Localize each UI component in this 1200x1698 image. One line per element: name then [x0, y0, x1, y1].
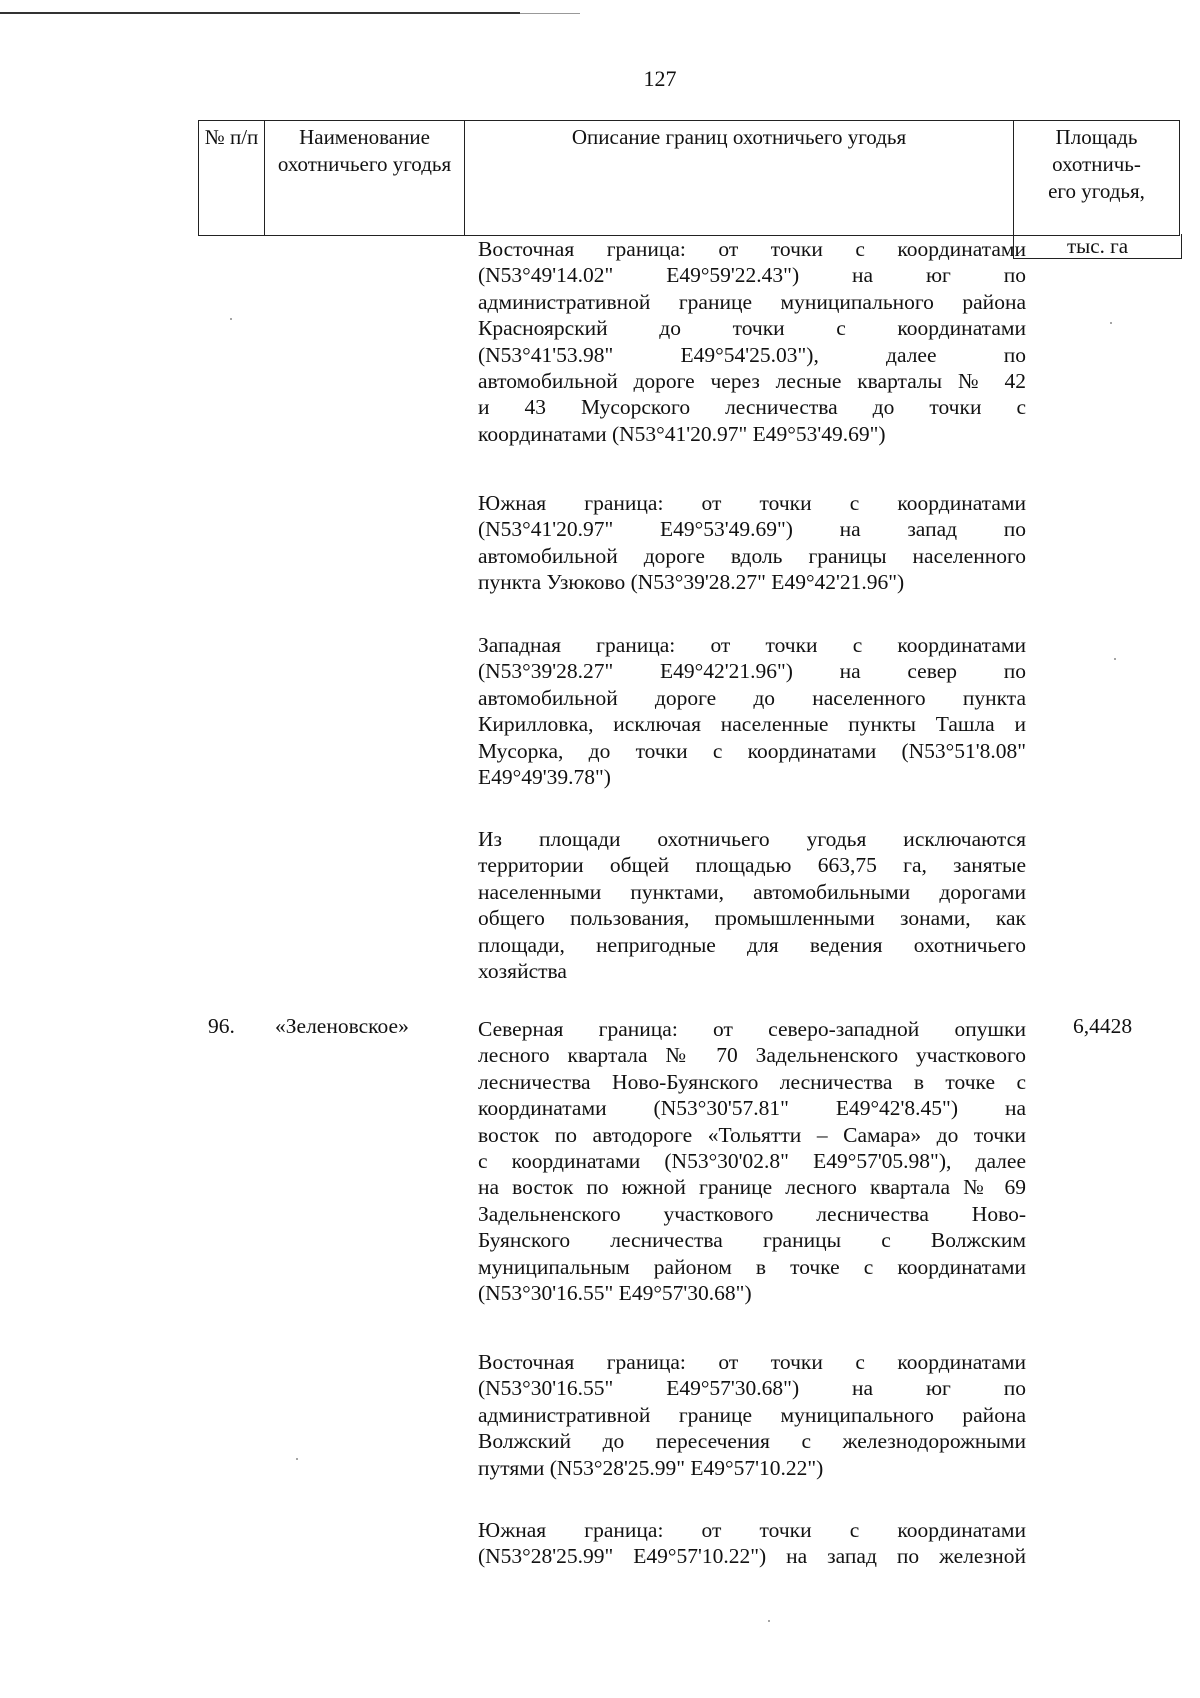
header-area-column	[1014, 121, 1179, 258]
text-line: населенными пунктами, автомобильными дорогами	[478, 879, 1026, 904]
text-line: Восточная граница: от точки с координатами	[478, 237, 1026, 261]
header-name-line: Наименование	[299, 125, 430, 149]
text-line: (N53°49'14.02" E49°59'22.43") на юг по	[478, 263, 1026, 288]
text-line: муниципальным районом в точке с координатами	[478, 1254, 1026, 1279]
text-line: и 43 Мусорского лесничества до точки с	[478, 395, 1026, 420]
text-line: лесного квартала № 70 Задельненского участкового	[478, 1043, 1026, 1068]
scan-speck	[1114, 658, 1116, 660]
entry-name: «Зеленовское»	[275, 1014, 409, 1038]
text-line: Мусорка, до точки с координатами (N53°51'8.08"	[478, 738, 1026, 763]
south-border-paragraph	[478, 1517, 1026, 1570]
text-line: территории общей площадью 663,75 га, занятые	[478, 853, 1026, 878]
text-line: площади, непригодные для ведения охотничьего	[478, 932, 1026, 957]
west-border-paragraph	[478, 632, 1026, 790]
text-line: Красноярский до точки с координатами	[478, 316, 1026, 341]
text-line: Восточная граница: от точки с координатами	[478, 1350, 1026, 1374]
text-line: (N53°30'16.55" E49°57'30.68") на юг по	[478, 1376, 1026, 1401]
text-line: E49°49'39.78")	[478, 765, 611, 790]
text-line: Кирилловка, исключая населенные пункты Ташла и	[478, 712, 1026, 737]
text-line: восток по автодороге «Тольятти – Самара» до точки	[478, 1122, 1026, 1147]
north-border-paragraph	[478, 1016, 1026, 1306]
header-area-line: охотничь-	[1052, 152, 1141, 176]
text-line: хозяйства	[478, 959, 567, 984]
east-border-paragraph	[478, 1349, 1026, 1481]
text-line: административной границе муниципального района	[478, 289, 1026, 314]
text-line: (N53°41'53.98" E49°54'25.03"), далее по	[478, 342, 1026, 367]
scan-speck	[768, 1620, 770, 1622]
text-line: с координатами (N53°30'02.8" E49°57'05.98"), далее	[478, 1149, 1026, 1174]
header-name-column	[265, 121, 465, 235]
scan-artifact-line	[520, 13, 580, 14]
text-line: координатами (N53°41'20.97" E49°53'49.69")	[478, 421, 886, 446]
text-line: Буянского лесничества границы с Волжским	[478, 1228, 1026, 1253]
text-line: автомобильной дороге через лесные кварталы № 42	[478, 369, 1026, 394]
header-area-line: Площадь	[1055, 125, 1138, 149]
text-line: (N53°39'28.27" E49°42'21.96") на север по	[478, 659, 1026, 684]
text-line: на восток по южной границе лесного квартала № 69	[478, 1175, 1026, 1200]
text-line: путями (N53°28'25.99" E49°57'10.22")	[478, 1455, 824, 1480]
scan-speck	[230, 318, 232, 320]
text-line: Южная граница: от точки с координатами	[478, 1518, 1026, 1542]
header-area-overflow-cell	[1013, 234, 1182, 259]
header-area-line: тыс. га	[1066, 234, 1129, 258]
entry-area: 6,4428	[1073, 1014, 1133, 1038]
header-name-line: охотничьего	[277, 152, 388, 176]
header-name-line: угодья	[392, 152, 452, 176]
header-description-text: Описание границ охотничьего угодья	[571, 125, 907, 149]
entry-number: 96.	[208, 1014, 235, 1038]
scan-speck	[296, 1458, 298, 1460]
text-line: автомобильной дороге вдоль границы населенного	[478, 543, 1026, 568]
header-number-line: п/п	[229, 125, 259, 149]
text-line: общего пользования, промышленными зонами, как	[478, 906, 1026, 931]
text-line: пункта Узюково (N53°39'28.27" E49°42'21.96")	[478, 570, 905, 595]
header-number-line: №	[204, 125, 225, 149]
scan-speck	[1110, 322, 1112, 324]
header-number-column	[199, 121, 265, 235]
header-description-column	[465, 121, 1014, 235]
east-border-paragraph	[478, 236, 1026, 447]
text-line: (N53°41'20.97" E49°53'49.69") на запад по	[478, 517, 1026, 542]
text-line: административной границе муниципального района	[478, 1402, 1026, 1427]
text-line: (N53°28'25.99" E49°57'10.22") на запад по железной	[478, 1544, 1026, 1569]
text-line: лесничества Ново-Буянского лесничества в точке с	[478, 1069, 1026, 1094]
text-line: Из площади охотничьего угодья исключаются	[478, 827, 1026, 851]
exclusion-paragraph	[478, 826, 1026, 984]
text-line: Волжский до пересечения с железнодорожными	[478, 1429, 1026, 1454]
scan-artifact-line	[0, 12, 520, 14]
text-line: Задельненского участкового лесничества Ново-	[478, 1201, 1026, 1226]
page-number: 127	[643, 66, 677, 91]
text-line: Южная граница: от точки с координатами	[478, 491, 1026, 515]
text-line: Северная граница: от северо-западной опушки	[478, 1017, 1026, 1041]
text-line: координатами (N53°30'57.81" E49°42'8.45") на	[478, 1096, 1026, 1121]
text-line: (N53°30'16.55" E49°57'30.68")	[478, 1281, 752, 1306]
text-line: Западная граница: от точки с координатами	[478, 633, 1026, 657]
text-line: автомобильной дороге до населенного пункта	[478, 685, 1026, 710]
south-border-paragraph	[478, 490, 1026, 596]
header-area-line: его угодья,	[1048, 179, 1145, 203]
